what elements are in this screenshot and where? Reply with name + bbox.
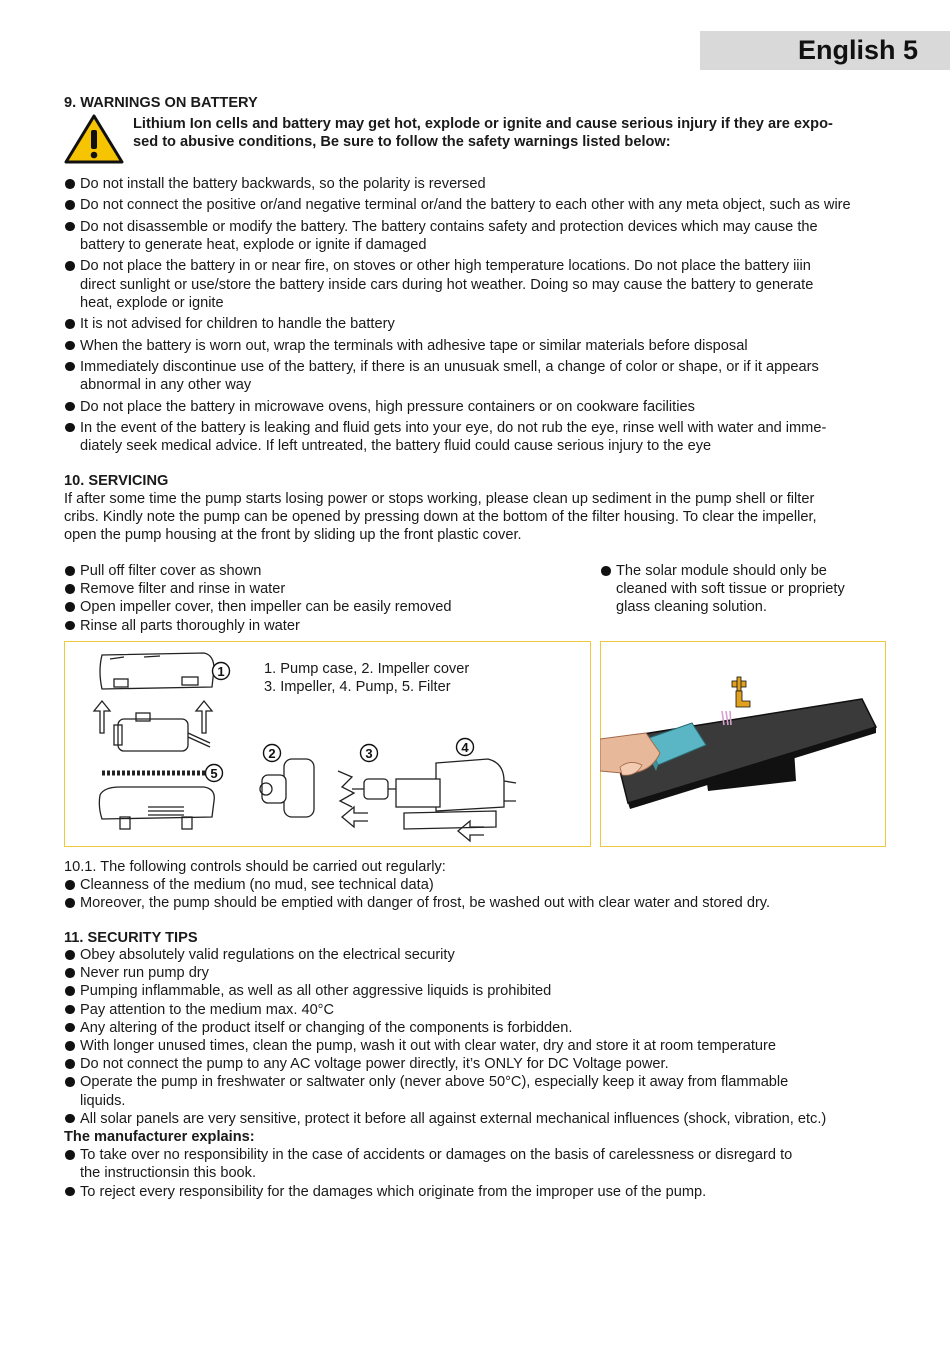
list-item: Do not connect the pump to any AC voltage power directly, it’s ONLY for DC Voltage power. <box>64 1055 826 1073</box>
page-title: English 5 <box>797 35 918 65</box>
security-tips-list <box>64 946 826 1201</box>
controls-block <box>64 858 770 913</box>
pump-diagram-caption: 1. Pump case, 2. Impeller cover 3. Impeller, 4. Pump, 5. Filter <box>264 661 470 696</box>
battery-warning-line: sed to abusive conditions, Be sure to follow the safety warnings listed below: <box>133 134 671 151</box>
callout-5: 5 <box>210 766 218 781</box>
list-item: Remove filter and rinse in water <box>64 580 452 598</box>
servicing-section-title: 10. SERVICING <box>64 473 169 489</box>
list-item: To take over no responsibility in the case of accidents or damages on the basis of carelessness or disregard to the instructionsin this book. <box>64 1146 826 1182</box>
list-item: Do not place the battery in or near fire, on stoves or other high temperature locations. Do not place the battery iiin direct sunlight or use/store the battery inside cars during hot weather. Doing so may cause the battery to generate heat, explode or ignite <box>64 257 851 312</box>
callout-2: 2 <box>268 746 276 761</box>
battery-section-title: 9. WARNINGS ON BATTERY <box>64 95 258 111</box>
page-header <box>700 31 950 70</box>
manufacturer-title: The manufacturer explains: <box>64 1129 255 1146</box>
list-item: It is not advised for children to handle the battery <box>64 315 851 333</box>
callout-4: 4 <box>461 740 469 755</box>
list-item: Cleanness of the medium (no mud, see technical data) <box>64 876 770 894</box>
solar-cleaning-note: The solar module should only be cleaned with soft tissue or propriety glass cleaning solution. <box>600 562 950 617</box>
list-item: Pay attention to the medium max. 40°C <box>64 1001 826 1019</box>
list-item: All solar panels are very sensitive, protect it before all against external mechanical influences (shock, vibration, etc.) <box>64 1110 826 1128</box>
list-item: With longer unused times, clean the pump, wash it out with clear water, dry and store it at room temperature <box>64 1037 826 1055</box>
battery-warning-line: Lithium Ion cells and battery may get hot, explode or ignite and cause serious injury if they are expo- <box>133 116 833 132</box>
list-item: Pumping inflammable, as well as all other aggressive liquids is prohibited <box>64 982 826 1000</box>
list-item: Any altering of the product itself or changing of the components is forbidden. <box>64 1019 826 1037</box>
list-item: Obey absolutely valid regulations on the electrical security <box>64 946 826 964</box>
callout-1: 1 <box>217 664 225 679</box>
list-item: Operate the pump in freshwater or saltwater only (never above 50°C), especially keep it away from flammable liquids. <box>64 1073 826 1109</box>
security-section-title: 11. SECURITY TIPS <box>64 930 198 946</box>
list-item: In the event of the battery is leaking and fluid gets into your eye, do not rub the eye, rinse well with water and imme- diately seek medical advice. If left untreated, the battery fluid could cause serious injury to the eye <box>64 419 851 455</box>
list-item: To reject every responsibility for the damages which originate from the improper use of the pump. <box>64 1183 826 1201</box>
list-item: Pull off filter cover as shown <box>64 562 452 580</box>
list-item: Never run pump dry <box>64 964 826 982</box>
list-item: Do not place the battery in microwave ovens, high pressure containers or on cookware facilities <box>64 398 851 416</box>
controls-intro: 10.1. The following controls should be carried out regularly: <box>64 859 446 875</box>
list-item: Moreover, the pump should be emptied with danger of frost, be washed out with clear water and stored dry. <box>64 894 770 912</box>
warning-icon <box>63 113 125 165</box>
list-item: Do not disassemble or modify the battery. The battery contains safety and protection devices which may cause the battery to generate heat, explode or ignite if damaged <box>64 218 851 254</box>
battery-warnings-list <box>64 175 851 459</box>
list-item: When the battery is worn out, wrap the terminals with adhesive tape or similar materials before disposal <box>64 337 851 355</box>
list-item: Rinse all parts thoroughly in water <box>64 617 452 635</box>
servicing-intro: If after some time the pump starts losing power or stops working, please clean up sediment in the pump shell or filter cribs. Kindly note the pump can be opened by pressing down at the bottom of the filter housing. To clear the impeller, open the pump housing at the front by sliding up the front plastic cover. <box>64 491 817 544</box>
battery-warning <box>133 115 833 151</box>
list-item: Open impeller cover, then impeller can be easily removed <box>64 598 452 616</box>
list-item: Do not install the battery backwards, so the polarity is reversed <box>64 175 851 193</box>
callout-3: 3 <box>365 746 373 761</box>
list-item: Do not connect the positive or/and negative terminal or/and the battery to each other with any meta object, such as wire <box>64 196 851 214</box>
list-item: Immediately discontinue use of the battery, if there is an unusuak smell, a change of color or shape, or if it appears abnormal in any other way <box>64 358 851 394</box>
solar-cleaning-illustration <box>600 641 886 847</box>
servicing-steps <box>64 562 452 635</box>
